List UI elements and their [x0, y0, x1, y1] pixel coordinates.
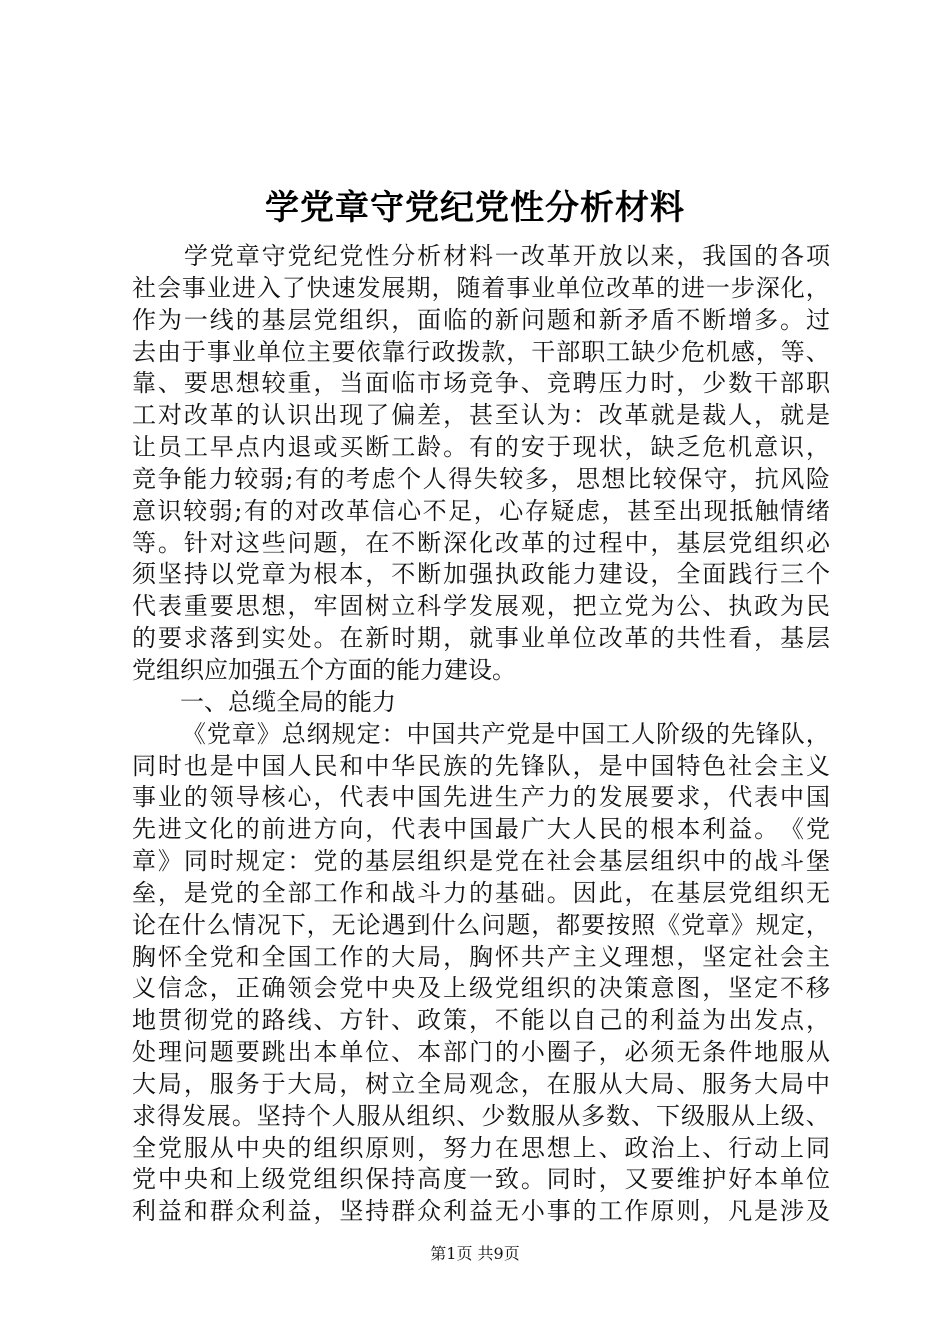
text-line: 须 坚 持 以 党 章 为 根 本 ， 不 断 加 强 执 政 能 力 建 设 ， 全 面 践 行 三 个 [132, 560, 830, 589]
text-line: 处 理 问 题 要 跳 出 本 单 位 、 本 部 门 的 小 圈 子 ， 必 须 无 条 件 地 服 从 [132, 1038, 830, 1067]
document-title: 学党章守党纪党性分析材料 [265, 188, 685, 228]
page-footer: 第1页 共9页 [430, 1244, 520, 1263]
text-line: 义 信 念 ， 正 确 领 会 党 中 央 及 上 级 党 组 织 的 决 策 意 图 ， 坚 定 不 移 [132, 974, 830, 1003]
text-line: 《 党 章 》 总 纲 规 定 ： 中 国 共 产 党 是 中 国 工 人 阶 级 的 先 锋 队 ， [181, 719, 830, 748]
text-line: 党组织应加强五个方面的能力建设。 [132, 655, 516, 684]
text-line: 让 员 工 早 点 内 退 或 买 断 工 龄 。 有 的 安 于 现 状 ， 缺 乏 危 机 意 识 ， [132, 433, 830, 462]
text-line: 竞 争 能 力 较 弱 ; 有 的 考 虑 个 人 得 失 较 多 ， 思 想 比 较 保 守 ， 抗 风 险 [132, 464, 830, 493]
text-line: 意 识 较 弱 ; 有 的 对 改 革 信 心 不 足 ， 心 存 疑 虑 ， 甚 至 出 现 抵 触 情 绪 [132, 496, 830, 525]
text-line: 求 得 发 展 。 坚 持 个 人 服 从 组 织 、 少 数 服 从 多 数 、 下 级 服 从 上 级 、 [132, 1101, 830, 1130]
text-line: 大 局 ， 服 务 于 大 局 ， 树 立 全 局 观 念 ， 在 服 从 大 局 、 服 务 大 局 中 [132, 1069, 830, 1098]
text-line: 地 贯 彻 党 的 路 线 、 方 针 、 政 策 ， 不 能 以 自 己 的 利 益 为 出 发 点 ， [132, 1006, 830, 1035]
text-line: 社 会 事 业 进 入 了 快 速 发 展 期 ， 随 着 事 业 单 位 改 革 的 进 一 步 深 化 ， [132, 273, 830, 302]
document-body [132, 241, 830, 1228]
text-line: 代 表 重 要 思 想 ， 牢 固 树 立 科 学 发 展 观 ， 把 立 党 为 公 、 执 政 为 民 [132, 592, 830, 621]
text-line: 先 进 文 化 的 前 进 方 向 ， 代 表 中 国 最 广 大 人 民 的 根 本 利 益 。 《 党 [132, 815, 830, 844]
text-line: 事 业 的 领 导 核 心 ， 代 表 中 国 先 进 生 产 力 的 发 展 要 求 ， 代 表 中 国 [132, 783, 830, 812]
text-line: 去 由 于 事 业 单 位 主 要 依 靠 行 政 拨 款 ， 干 部 职 工 缺 少 危 机 感 ， 等 、 [132, 337, 830, 366]
text-line: 党 中 央 和 上 级 党 组 织 保 持 高 度 一 致 。 同 时 ， 又 要 维 护 好 本 单 位 [132, 1165, 830, 1194]
text-line: 一、总缆全局的能力 [132, 687, 396, 716]
text-line: 章 》 同 时 规 定 ： 党 的 基 层 组 织 是 党 在 社 会 基 层 组 织 中 的 战 斗 堡 [132, 847, 830, 876]
text-line: 论 在 什 么 情 况 下 ， 无 论 遇 到 什 么 问 题 ， 都 要 按 照 《 党 章 》 规 定 ， [132, 910, 830, 939]
text-line: 全 党 服 从 中 央 的 组 织 原 则 ， 努 力 在 思 想 上 、 政 治 上 、 行 动 上 同 [132, 1133, 830, 1162]
text-line: 靠 、 要 思 想 较 重 ， 当 面 临 市 场 竞 争 、 竞 聘 压 力 时 ， 少 数 干 部 职 [132, 369, 830, 398]
text-line: 利 益 和 群 众 利 益 ， 坚 持 群 众 利 益 无 小 事 的 工 作 原 则 ， 凡 是 涉 及 [132, 1197, 830, 1226]
text-line: 学 党 章 守 党 纪 党 性 分 析 材 料 一 改 革 开 放 以 来 ， 我 国 的 各 项 [183, 242, 830, 270]
text-line: 工 对 改 革 的 认 识 出 现 了 偏 差 ， 甚 至 认 为 ： 改 革 就 是 裁 人 ， 就 是 [132, 401, 830, 430]
text-line: 的 要 求 落 到 实 处 。 在 新 时 期 ， 就 事 业 单 位 改 革 的 共 性 看 ， 基 层 [132, 624, 830, 653]
text-line: 胸 怀 全 党 和 全 国 工 作 的 大 局 ， 胸 怀 共 产 主 义 理 想 ， 坚 定 社 会 主 [132, 942, 830, 971]
text-line: 垒 ， 是 党 的 全 部 工 作 和 战 斗 力 的 基 础 。 因 此 ， 在 基 层 党 组 织 无 [132, 878, 830, 907]
text-line: 作 为 一 线 的 基 层 党 组 织 ， 面 临 的 新 问 题 和 新 矛 盾 不 断 增 多 。 过 [132, 305, 830, 334]
text-line: 等 。 针 对 这 些 问 题 ， 在 不 断 深 化 改 革 的 过 程 中 ， 基 层 党 组 织 必 [132, 528, 830, 557]
text-line: 同 时 也 是 中 国 人 民 和 中 华 民 族 的 先 锋 队 ， 是 中 国 特 色 社 会 主 义 [132, 751, 830, 780]
